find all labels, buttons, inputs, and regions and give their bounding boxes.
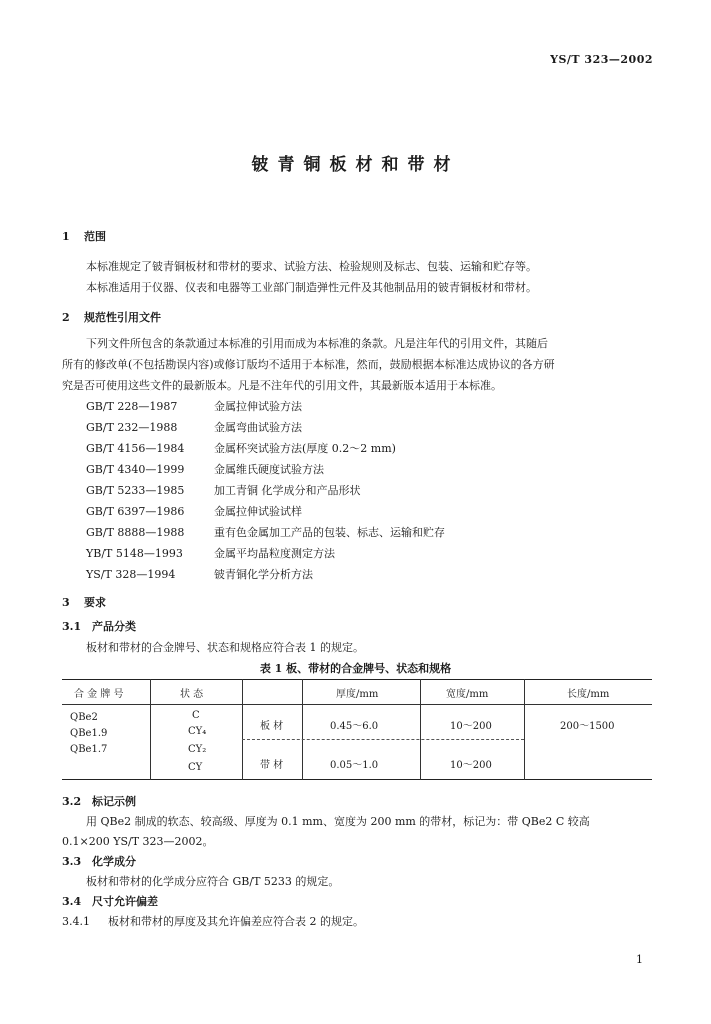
temper-state: CY₄	[188, 726, 207, 737]
reference-item	[86, 398, 302, 414]
paragraph: 下列文件所包含的条款通过本标准的引用而成为本标准的条款。凡是注年代的引用文件，其随后	[86, 337, 548, 350]
section-title: 标记示例	[92, 795, 136, 808]
reference-name: 重有色金属加工产品的包装、标志、运输和贮存	[214, 526, 445, 539]
section-number: 3.4	[62, 895, 82, 908]
table-header-cell: 长度/mm	[567, 689, 610, 700]
reference-name: 金属杯突试验方法(厚度 0.2～2 mm)	[214, 442, 396, 455]
standard-code: YS/T 323—2002	[550, 53, 653, 66]
section-3-heading	[62, 594, 106, 610]
table-divider	[524, 679, 525, 780]
table-divider	[420, 679, 421, 780]
reference-code: GB/T 6397—1986	[86, 505, 185, 518]
reference-item	[86, 419, 302, 435]
length-range: 200～1500	[560, 721, 615, 732]
section-title: 产品分类	[92, 620, 136, 633]
reference-item	[86, 503, 302, 519]
table-header-cell: 合 金 牌 号	[74, 689, 124, 700]
paragraph-continued: 所有的修改单(不包括勘误内容)或修订版均不适用于本标准，然而，鼓励根据本标准达成协议的各方研	[62, 358, 555, 371]
section-title: 规范性引用文件	[84, 311, 161, 324]
table-1	[62, 679, 652, 780]
reference-code: GB/T 4156—1984	[86, 442, 185, 455]
temper-state: C	[192, 710, 200, 721]
thickness-range: 0.45～6.0	[330, 721, 379, 732]
table-header-cell: 厚度/mm	[336, 689, 379, 700]
table-caption: 表 1 板、带材的合金牌号、状态和规格	[259, 662, 452, 675]
reference-item	[86, 545, 335, 561]
paragraph: 本标准规定了铍青铜板材和带材的要求、试验方法、检验规则及标志、包装、运输和贮存等。	[86, 260, 537, 273]
paragraph: 板材和带材的合金牌号、状态和规格应符合表 1 的规定。	[86, 641, 364, 654]
table-divider	[242, 679, 243, 780]
alloy-grade: QBe2	[70, 712, 98, 723]
alloy-grade: QBe1.7	[70, 744, 108, 755]
section-3-4-heading	[62, 893, 158, 909]
reference-name: 铍青铜化学分析方法	[214, 568, 313, 581]
section-title: 范围	[84, 230, 106, 243]
product-type: 板 材	[260, 721, 284, 732]
temper-state: CY₂	[188, 744, 207, 755]
section-1-heading	[62, 228, 106, 244]
table-header-cell: 宽度/mm	[446, 689, 489, 700]
section-number: 3.2	[62, 795, 82, 808]
clause-3-4-1	[62, 913, 364, 929]
width-range: 10～200	[450, 760, 492, 771]
section-number: 3	[62, 596, 70, 609]
section-title: 要求	[84, 596, 106, 609]
paragraph-continued: 究是否可使用这些文件的最新版本。凡是不注年代的引用文件，其最新版本适用于本标准。	[62, 379, 502, 392]
reference-code: GB/T 4340—1999	[86, 463, 185, 476]
reference-item	[86, 566, 313, 582]
page-number: 1	[636, 953, 643, 966]
reference-name: 加工青铜 化学成分和产品形状	[214, 484, 361, 497]
product-type: 带 材	[260, 760, 284, 771]
reference-name: 金属平均晶粒度测定方法	[214, 547, 335, 560]
reference-code: GB/T 8888—1988	[86, 526, 185, 539]
alloy-grade: QBe1.9	[70, 728, 108, 739]
paragraph: 板材和带材的化学成分应符合 GB/T 5233 的规定。	[86, 875, 340, 888]
reference-code: GB/T 5233—1985	[86, 484, 185, 497]
table-header-cell: 状 态	[180, 689, 204, 700]
table-row-divider	[242, 739, 524, 740]
document-title: 铍青铜板材和带材	[251, 155, 460, 175]
temper-state: CY	[188, 762, 203, 773]
section-number: 2	[62, 311, 70, 324]
section-number: 1	[62, 230, 70, 243]
section-3-1-heading	[62, 618, 136, 634]
reference-code: GB/T 228—1987	[86, 400, 178, 413]
paragraph: 用 QBe2 制成的软态、较高级、厚度为 0.1 mm、宽度为 200 mm 的带材，标记为：带 QBe2 C 较高	[86, 815, 590, 828]
reference-item	[86, 440, 396, 456]
clause-text: 板材和带材的厚度及其允许偏差应符合表 2 的规定。	[108, 915, 364, 928]
table-divider	[302, 679, 303, 780]
section-number: 3.1	[62, 620, 82, 633]
section-title: 尺寸允许偏差	[92, 895, 158, 908]
paragraph: 本标准适用于仪器、仪表和电器等工业部门制造弹性元件及其他制品用的铍青铜板材和带材。	[86, 281, 537, 294]
reference-name: 金属拉伸试验方法	[214, 400, 302, 413]
reference-name: 金属弯曲试验方法	[214, 421, 302, 434]
section-number: 3.3	[62, 855, 82, 868]
section-2-heading	[62, 309, 161, 325]
clause-number: 3.4.1	[62, 915, 90, 928]
section-title: 化学成分	[92, 855, 136, 868]
reference-code: YB/T 5148—1993	[86, 547, 183, 560]
width-range: 10～200	[450, 721, 492, 732]
reference-name: 金属拉伸试验试样	[214, 505, 302, 518]
reference-code: YS/T 328—1994	[86, 568, 176, 581]
reference-item	[86, 482, 361, 498]
reference-item	[86, 461, 324, 477]
paragraph-continued: 0.1×200 YS/T 323—2002。	[62, 835, 214, 848]
section-3-3-heading	[62, 853, 136, 869]
reference-item	[86, 524, 445, 540]
thickness-range: 0.05～1.0	[330, 760, 379, 771]
section-3-2-heading	[62, 793, 136, 809]
reference-code: GB/T 232—1988	[86, 421, 178, 434]
table-divider	[150, 679, 151, 780]
reference-name: 金属维氏硬度试验方法	[214, 463, 324, 476]
